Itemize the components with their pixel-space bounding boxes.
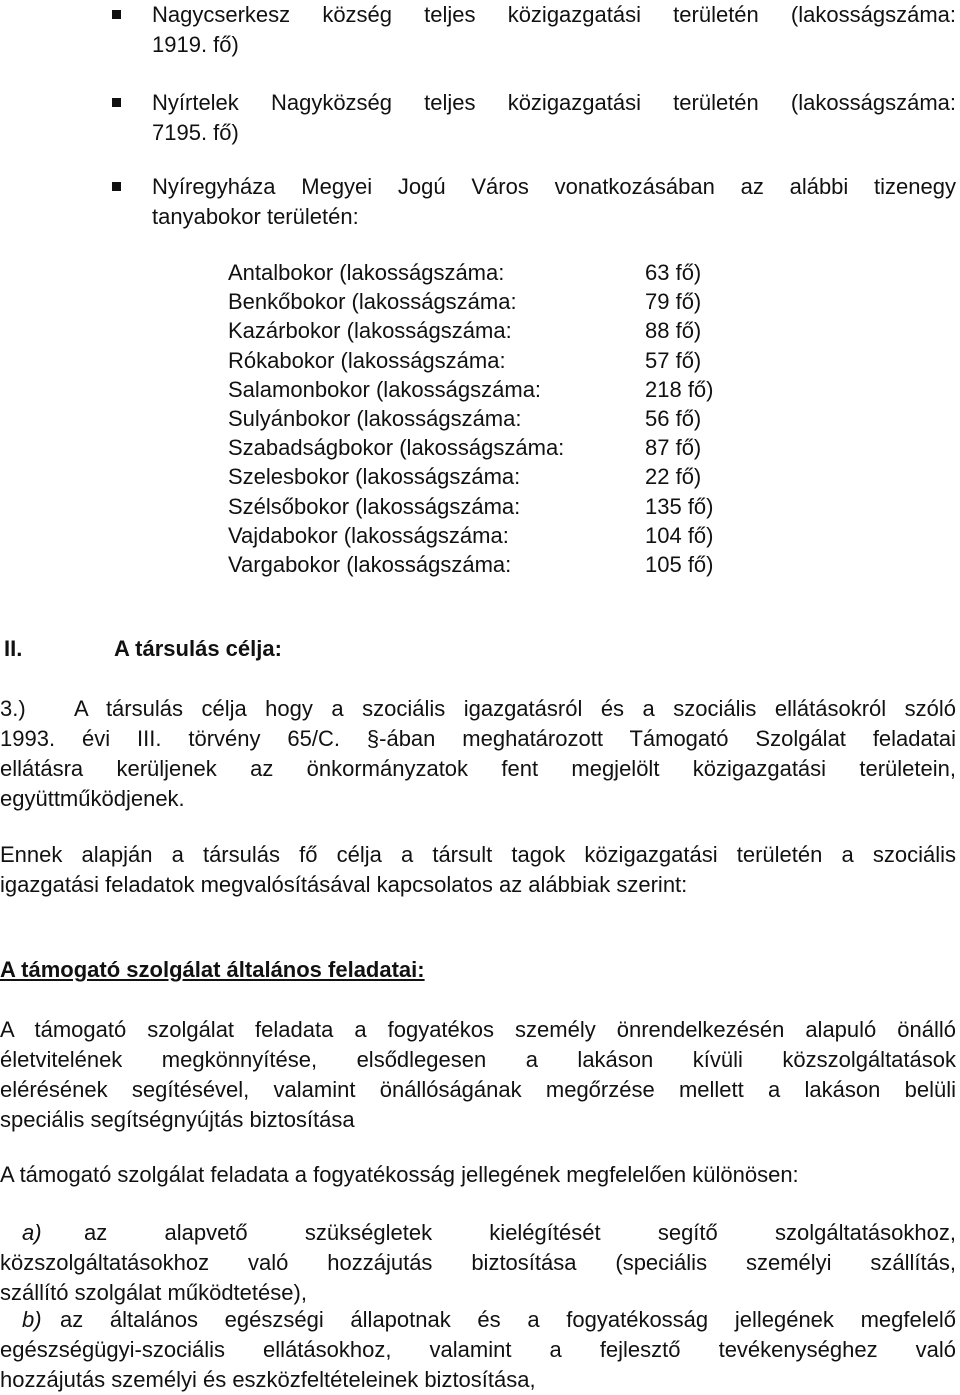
hamlet-row <box>228 404 728 433</box>
hamlet-name: Sulyánbokor (lakosságszáma: <box>228 405 522 431</box>
hamlet-name: Salamonbokor (lakosságszáma: <box>228 376 542 402</box>
hamlet-population: 104 fő) <box>645 522 714 548</box>
bullet-text-line: 7195. fő) <box>152 120 239 145</box>
heading-general-tasks: A támogató szolgálat általános feladatai: <box>0 957 425 982</box>
list-item-line: az általános egészségi állapotnak és a fogyatékosság jellegének megfelelő <box>60 1307 956 1332</box>
bullet-square-icon <box>112 10 121 19</box>
paragraph-basis <box>0 840 956 900</box>
list-item-line: egészségügyi-szociális ellátásokhoz, valamint a fejlesztő tevékenységhez való <box>0 1337 956 1362</box>
hamlet-name: Rókabokor (lakosságszáma: <box>228 347 506 373</box>
hamlet-population: 88 fő) <box>645 318 702 344</box>
section-number: II. <box>4 636 23 661</box>
paragraph-line: speciális segítségnyújtás biztosítása <box>0 1107 355 1132</box>
bullet-square-icon <box>112 98 121 107</box>
hamlet-name: Kazárbokor (lakosságszáma: <box>228 318 512 344</box>
section-title: A társulás célja: <box>114 636 282 661</box>
list-item-a <box>0 1218 956 1308</box>
hamlet-name: Vargabokor (lakosságszáma: <box>228 551 512 577</box>
hamlet-population: 57 fő) <box>645 347 702 373</box>
hamlet-population: 218 fő) <box>645 376 714 402</box>
hamlet-name: Benkőbokor (lakosságszáma: <box>228 289 517 315</box>
hamlet-population: 79 fő) <box>645 289 702 315</box>
bullet-text-line: tanyabokor területén: <box>152 204 359 229</box>
list-marker: a) <box>22 1220 42 1245</box>
paragraph-task <box>0 1015 956 1135</box>
hamlet-population: 135 fő) <box>645 493 714 519</box>
paragraph-line: elérésének segítésével, valamint önállóságának megőrzése mellett a lakáson belüli <box>0 1077 956 1102</box>
paragraph-special-intro <box>0 1160 956 1190</box>
hamlet-row <box>228 550 728 579</box>
hamlet-list <box>228 258 728 579</box>
hamlet-row <box>228 462 728 491</box>
paragraph-line: Ennek alapján a társulás fő célja a társult tagok közigazgatási területén a szociális <box>0 842 956 867</box>
paragraph-line: A támogató szolgálat feladata a fogyatékos személy önrendelkezésén alapuló önálló <box>0 1017 956 1042</box>
hamlet-row <box>228 433 728 462</box>
hamlet-population: 87 fő) <box>645 435 702 461</box>
paragraph-line: ellátásra kerüljenek az önkormányzatok fent megjelölt közigazgatási területein, <box>0 756 956 781</box>
list-item-b <box>0 1305 956 1395</box>
paragraph-line: 1993. évi III. törvény 65/C. §-ában meghatározott Támogató Szolgálat feladatai <box>0 726 956 751</box>
paragraph-line: életvitelének megkönnyítése, elsődlegesen a lakáson kívüli közszolgáltatások <box>0 1047 956 1072</box>
hamlet-name: Szélsőbokor (lakosságszáma: <box>228 493 521 519</box>
list-item-line: szállító szolgálat működtetése), <box>0 1280 307 1305</box>
paragraph-line: A támogató szolgálat feladata a fogyatékosság jellegének megfelelően különösen: <box>0 1162 799 1187</box>
hamlet-population: 22 fő) <box>645 464 702 490</box>
hamlet-name: Szabadságbokor (lakosságszáma: <box>228 435 565 461</box>
list-item-line: hozzájutás személyi és eszközfeltételeinek biztosítása, <box>0 1367 536 1392</box>
list-item-line: az alapvető szükségletek kielégítését segítő szolgáltatásokhoz, <box>84 1220 956 1245</box>
bullet-text-line: Nagycserkesz község teljes közigazgatási területén (lakosságszáma: <box>152 2 956 27</box>
hamlet-population: 63 fő) <box>645 260 702 285</box>
hamlet-name: Szelesbokor (lakosságszáma: <box>228 464 521 490</box>
paragraph-line: együttműködjenek. <box>0 786 185 811</box>
list-item-line: közszolgáltatásokhoz való hozzájutás biztosítása (speciális személyi szállítás, <box>0 1250 956 1275</box>
hamlet-row <box>228 375 728 404</box>
hamlet-row <box>228 287 728 316</box>
list-marker: b) <box>22 1307 42 1332</box>
hamlet-name: Vajdabokor (lakosságszáma: <box>228 522 509 548</box>
hamlet-row <box>228 258 728 287</box>
hamlet-row <box>228 492 728 521</box>
bullet-text-line: Nyírtelek Nagyközség teljes közigazgatási területén (lakosságszáma: <box>152 90 956 115</box>
paragraph-purpose <box>0 694 956 814</box>
hamlet-row <box>228 316 728 345</box>
bullet-square-icon <box>112 182 121 191</box>
paragraph-number: 3.) <box>0 696 26 721</box>
bullet-text-line: Nyíregyháza Megyei Jogú Város vonatkozásában az alábbi tizenegy <box>152 174 956 199</box>
hamlet-population: 56 fő) <box>645 405 702 431</box>
hamlet-population: 105 fő) <box>645 551 714 577</box>
hamlet-row <box>228 346 728 375</box>
paragraph-line: igazgatási feladatok megvalósításával kapcsolatos az alábbiak szerint: <box>0 872 688 897</box>
hamlet-row <box>228 521 728 550</box>
bullet-text-line: 1919. fő) <box>152 32 239 57</box>
hamlet-name: Antalbokor (lakosságszáma: <box>228 260 505 285</box>
paragraph-line: A társulás célja hogy a szociális igazgatásról és a szociális ellátásokról szóló <box>74 696 956 721</box>
